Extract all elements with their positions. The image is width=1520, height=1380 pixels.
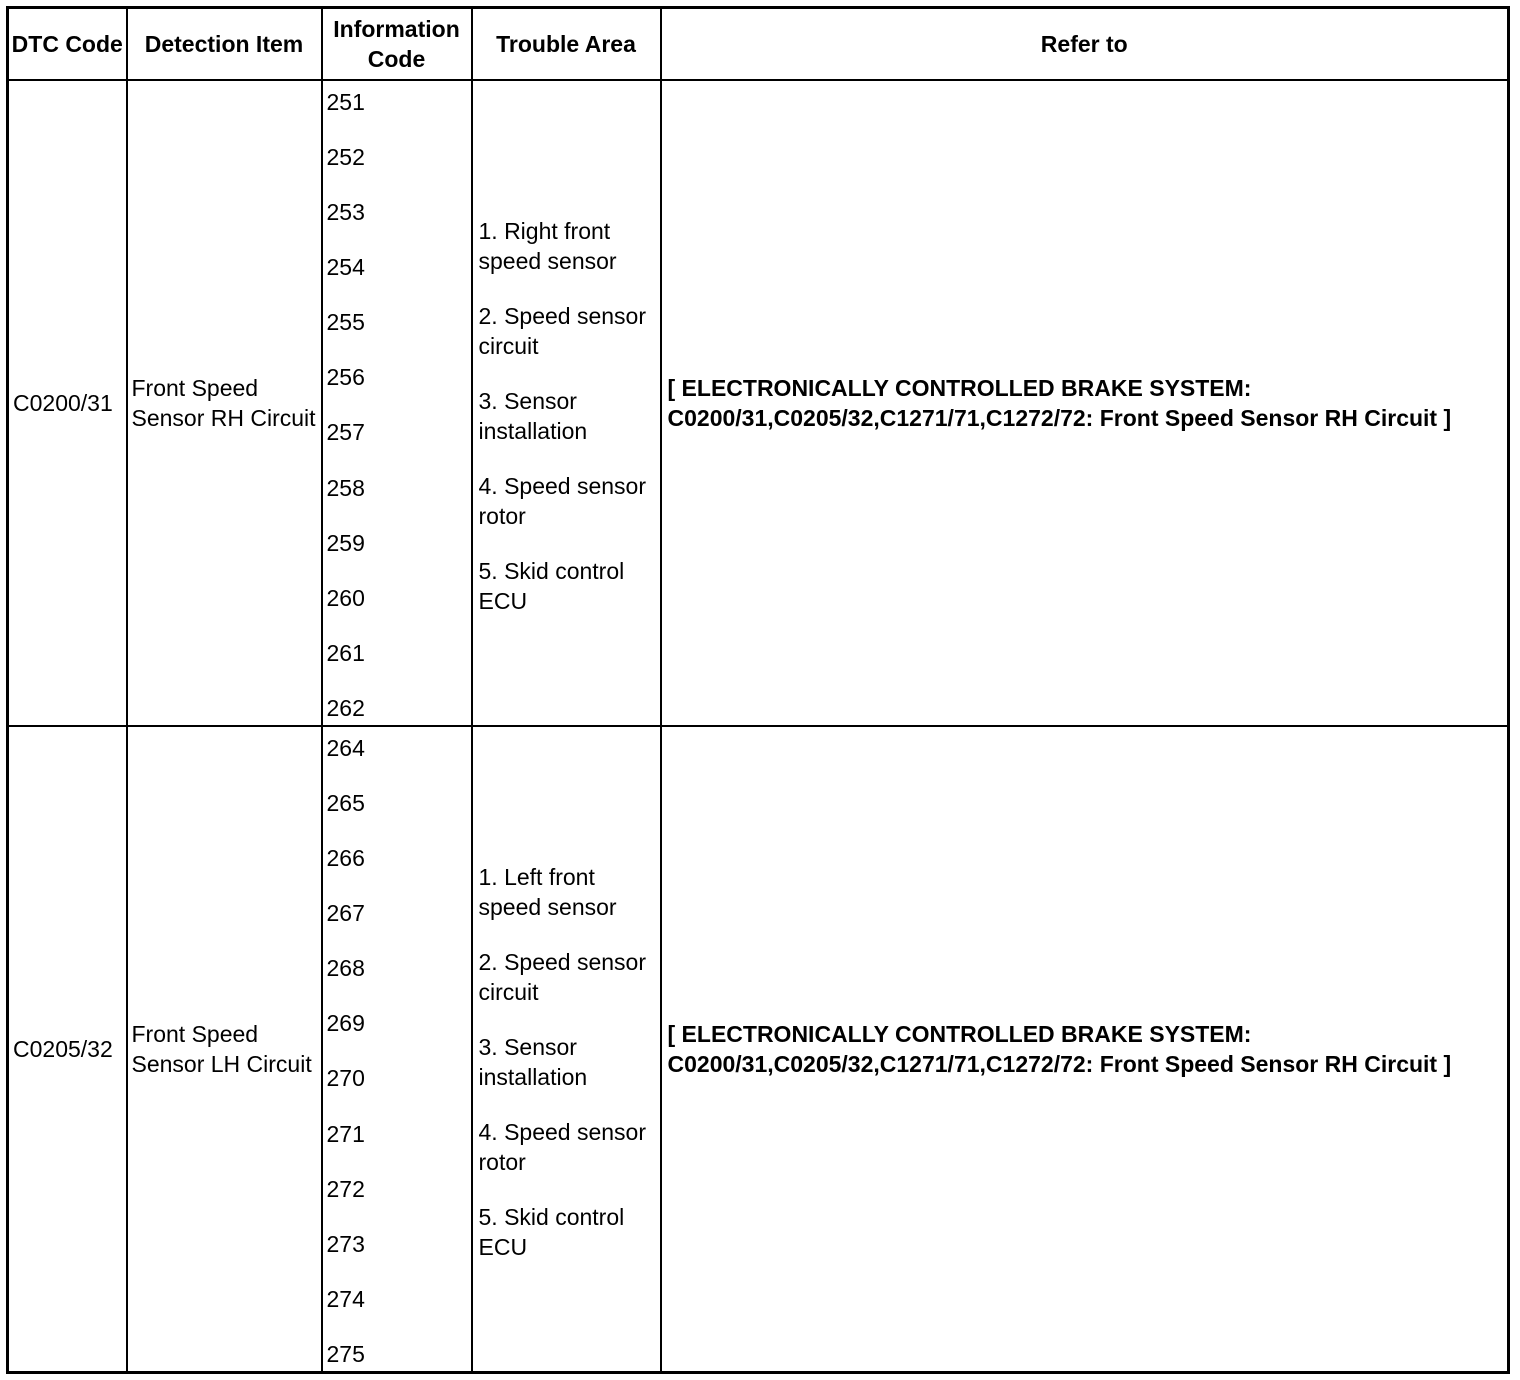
information-code: 275 <box>326 1340 365 1367</box>
table-row <box>8 726 1509 1373</box>
trouble-area-item: 2. Speed sensor circuit <box>478 949 647 1005</box>
information-code: 273 <box>326 1230 365 1257</box>
information-code: 255 <box>326 309 365 336</box>
trouble-area-item: 3. Sensor installation <box>478 1034 588 1090</box>
trouble-area-item: 4. Speed sensor rotor <box>478 1119 647 1175</box>
information-code: 256 <box>326 364 365 391</box>
header-row <box>8 8 1509 81</box>
information-code: 257 <box>326 419 365 446</box>
information-code: 262 <box>326 694 365 721</box>
table-row <box>8 80 1509 726</box>
trouble-areas <box>472 80 661 726</box>
trouble-area-item: 3. Sensor installation <box>478 388 588 444</box>
information-code: 267 <box>326 900 365 927</box>
header-dtc-code: DTC Code <box>8 8 127 81</box>
trouble-area-item: 5. Skid control ECU <box>478 558 625 614</box>
information-codes <box>322 80 472 726</box>
dtc-code: C0200/31 <box>8 80 127 726</box>
information-code: 271 <box>326 1120 365 1147</box>
header-information-code: Information Code <box>322 8 472 81</box>
information-code: 258 <box>326 474 365 501</box>
trouble-area-item: 5. Skid control ECU <box>478 1204 625 1260</box>
detection-item: Front Speed Sensor RH Circuit <box>127 80 322 726</box>
information-code: 272 <box>326 1175 365 1202</box>
header-trouble-area: Trouble Area <box>472 8 661 81</box>
dtc-code: C0205/32 <box>8 726 127 1373</box>
information-codes <box>322 726 472 1373</box>
refer-to-link[interactable]: [ ELECTRONICALLY CONTROLLED BRAKE SYSTEM: C0200/31,C0205/32,C1271/71,C1272/72: Front Speed Sensor RH Circuit ] <box>661 80 1509 726</box>
information-code: 261 <box>326 639 365 666</box>
information-code: 252 <box>326 144 365 171</box>
dtc-table <box>6 6 1510 1374</box>
information-code: 270 <box>326 1065 365 1092</box>
information-code: 266 <box>326 845 365 872</box>
information-code: 269 <box>326 1010 365 1037</box>
trouble-area-item: 4. Speed sensor rotor <box>478 473 647 529</box>
information-code: 264 <box>326 735 365 761</box>
trouble-area-item: 1. Left front speed sensor <box>478 864 617 920</box>
information-code: 265 <box>326 790 365 817</box>
trouble-area-item: 1. Right front speed sensor <box>478 218 617 274</box>
detection-item: Front Speed Sensor LH Circuit <box>127 726 322 1373</box>
information-code: 251 <box>326 89 365 115</box>
trouble-areas <box>472 726 661 1373</box>
information-code: 259 <box>326 529 365 556</box>
information-code: 253 <box>326 199 365 226</box>
information-code: 268 <box>326 955 365 982</box>
header-refer-to: Refer to <box>661 8 1509 81</box>
information-code: 254 <box>326 254 365 281</box>
refer-to-link[interactable]: [ ELECTRONICALLY CONTROLLED BRAKE SYSTEM: C0200/31,C0205/32,C1271/71,C1272/72: Front Speed Sensor RH Circuit ] <box>661 726 1509 1373</box>
header-detection-item: Detection Item <box>127 8 322 81</box>
information-code: 274 <box>326 1285 365 1312</box>
information-code: 260 <box>326 584 365 611</box>
trouble-area-item: 2. Speed sensor circuit <box>478 303 647 359</box>
